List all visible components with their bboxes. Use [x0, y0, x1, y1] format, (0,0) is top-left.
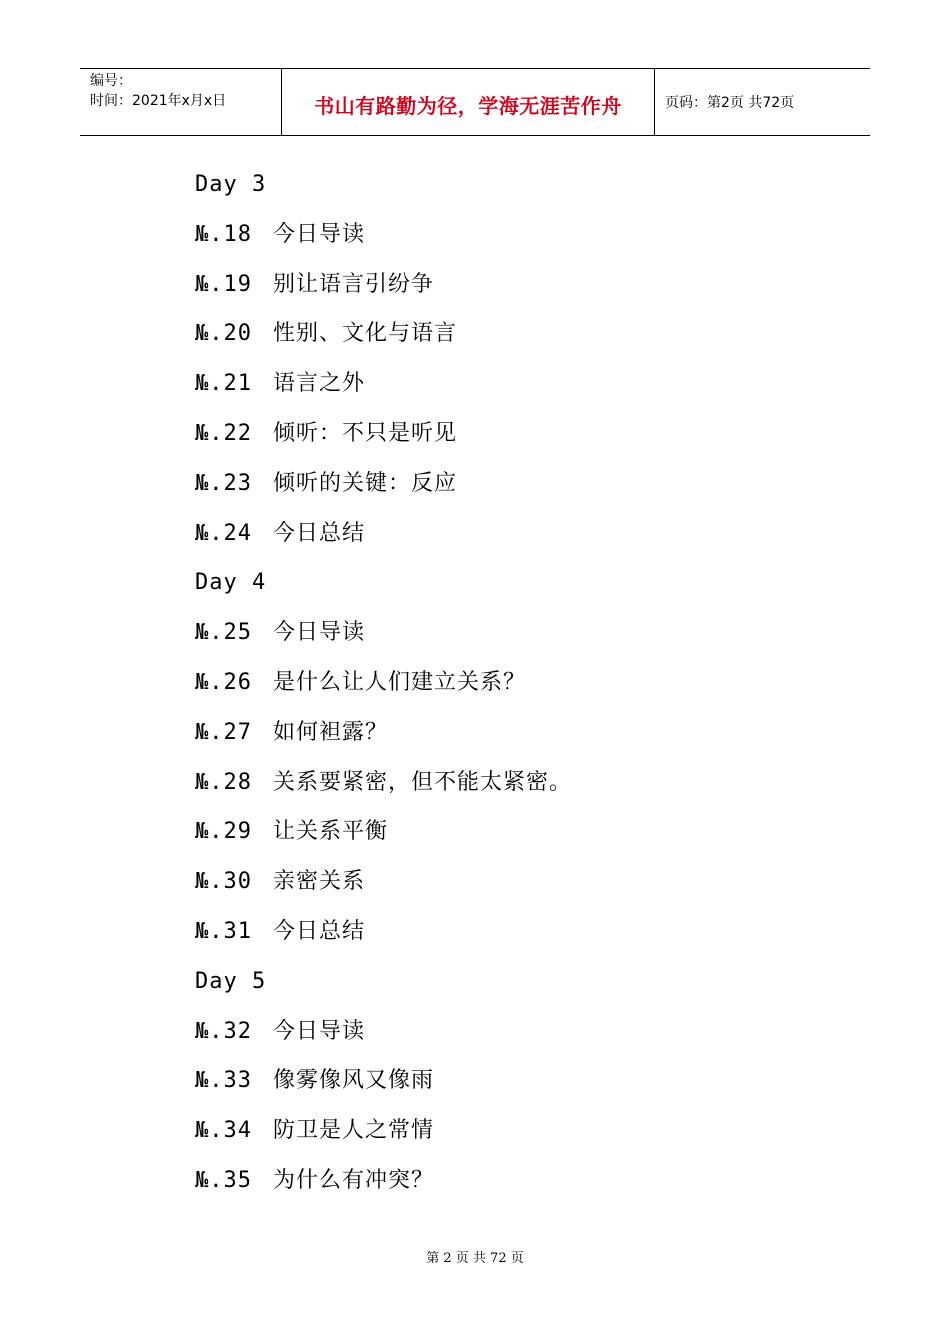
- toc-entry: [195, 812, 572, 862]
- header-motto: 书山有路勤为径，学海无涯苦作舟: [314, 93, 622, 118]
- footer-page-number: 第 2 页 共 72 页: [426, 1251, 524, 1266]
- toc-entry: [195, 663, 572, 713]
- entry-number: №.31: [195, 918, 252, 944]
- toc-day-heading: [195, 962, 572, 1012]
- day-label: Day 5: [195, 968, 267, 994]
- entry-number: №.32: [195, 1018, 252, 1044]
- entry-title: 关系要紧密，但不能太紧密。: [273, 769, 573, 795]
- entry-title: 今日总结: [273, 520, 366, 546]
- entry-title: 今日导读: [273, 1018, 366, 1044]
- entry-title: 语言之外: [273, 371, 366, 397]
- day-label: Day 4: [195, 570, 267, 596]
- toc-entry: [195, 1111, 572, 1161]
- toc-entry: [195, 414, 572, 464]
- entry-title: 是什么让人们建立关系？: [273, 669, 527, 695]
- entry-number: №.24: [195, 520, 252, 546]
- entry-title: 倾听：不只是听见: [273, 420, 458, 446]
- entry-title: 倾听的关键：反应: [273, 470, 458, 496]
- toc-entry: [195, 862, 572, 912]
- entry-number: №.19: [195, 271, 252, 297]
- entry-number: №.27: [195, 719, 252, 745]
- entry-number: №.28: [195, 769, 252, 795]
- entry-title: 今日导读: [273, 221, 366, 247]
- toc-day-heading: [195, 165, 572, 215]
- time-label: 时间：2021年x月x日: [90, 93, 227, 109]
- toc-entry: [195, 1161, 572, 1211]
- entry-title: 让关系平衡: [273, 819, 389, 845]
- entry-number: №.22: [195, 420, 252, 446]
- toc-day-heading: [195, 563, 572, 613]
- entry-title: 今日总结: [273, 918, 366, 944]
- toc-entry: [195, 215, 572, 265]
- page-header: [80, 68, 870, 136]
- header-meta: [80, 69, 282, 135]
- toc-entry: [195, 314, 572, 364]
- header-motto-cell: [282, 69, 655, 135]
- entry-title: 别让语言引纷争: [273, 271, 435, 297]
- entry-number: №.20: [195, 321, 252, 347]
- entry-number: №.23: [195, 470, 252, 496]
- entry-number: №.25: [195, 620, 252, 646]
- day-label: Day 3: [195, 172, 267, 197]
- entry-number: №.26: [195, 669, 252, 695]
- header-page-info: [655, 69, 870, 135]
- entry-number: №.33: [195, 1068, 252, 1094]
- entry-title: 如何袒露？: [273, 719, 389, 745]
- table-of-contents: [195, 165, 572, 1211]
- toc-entry: [195, 763, 572, 813]
- entry-title: 为什么有冲突？: [273, 1167, 435, 1193]
- entry-number: №.21: [195, 371, 252, 397]
- entry-title: 像雾像风又像雨: [273, 1068, 435, 1094]
- id-label: 编号：: [90, 73, 132, 89]
- toc-entry: [195, 912, 572, 962]
- toc-entry: [195, 364, 572, 414]
- entry-title: 性别、文化与语言: [273, 321, 458, 347]
- entry-number: №.29: [195, 819, 252, 845]
- entry-number: №.30: [195, 869, 252, 895]
- entry-title: 今日导读: [273, 620, 366, 646]
- page-info-label: 页码：第2页 共72页: [665, 95, 795, 111]
- toc-entry: [195, 1061, 572, 1111]
- toc-entry: [195, 1012, 572, 1062]
- entry-number: №.35: [195, 1167, 252, 1193]
- entry-number: №.34: [195, 1118, 252, 1144]
- toc-entry: [195, 713, 572, 763]
- toc-entry: [195, 265, 572, 315]
- entry-title: 防卫是人之常情: [273, 1118, 435, 1144]
- entry-number: №.18: [195, 221, 252, 247]
- entry-title: 亲密关系: [273, 869, 366, 895]
- toc-entry: [195, 514, 572, 564]
- toc-entry: [195, 613, 572, 663]
- toc-entry: [195, 464, 572, 514]
- page-footer: [0, 1247, 950, 1266]
